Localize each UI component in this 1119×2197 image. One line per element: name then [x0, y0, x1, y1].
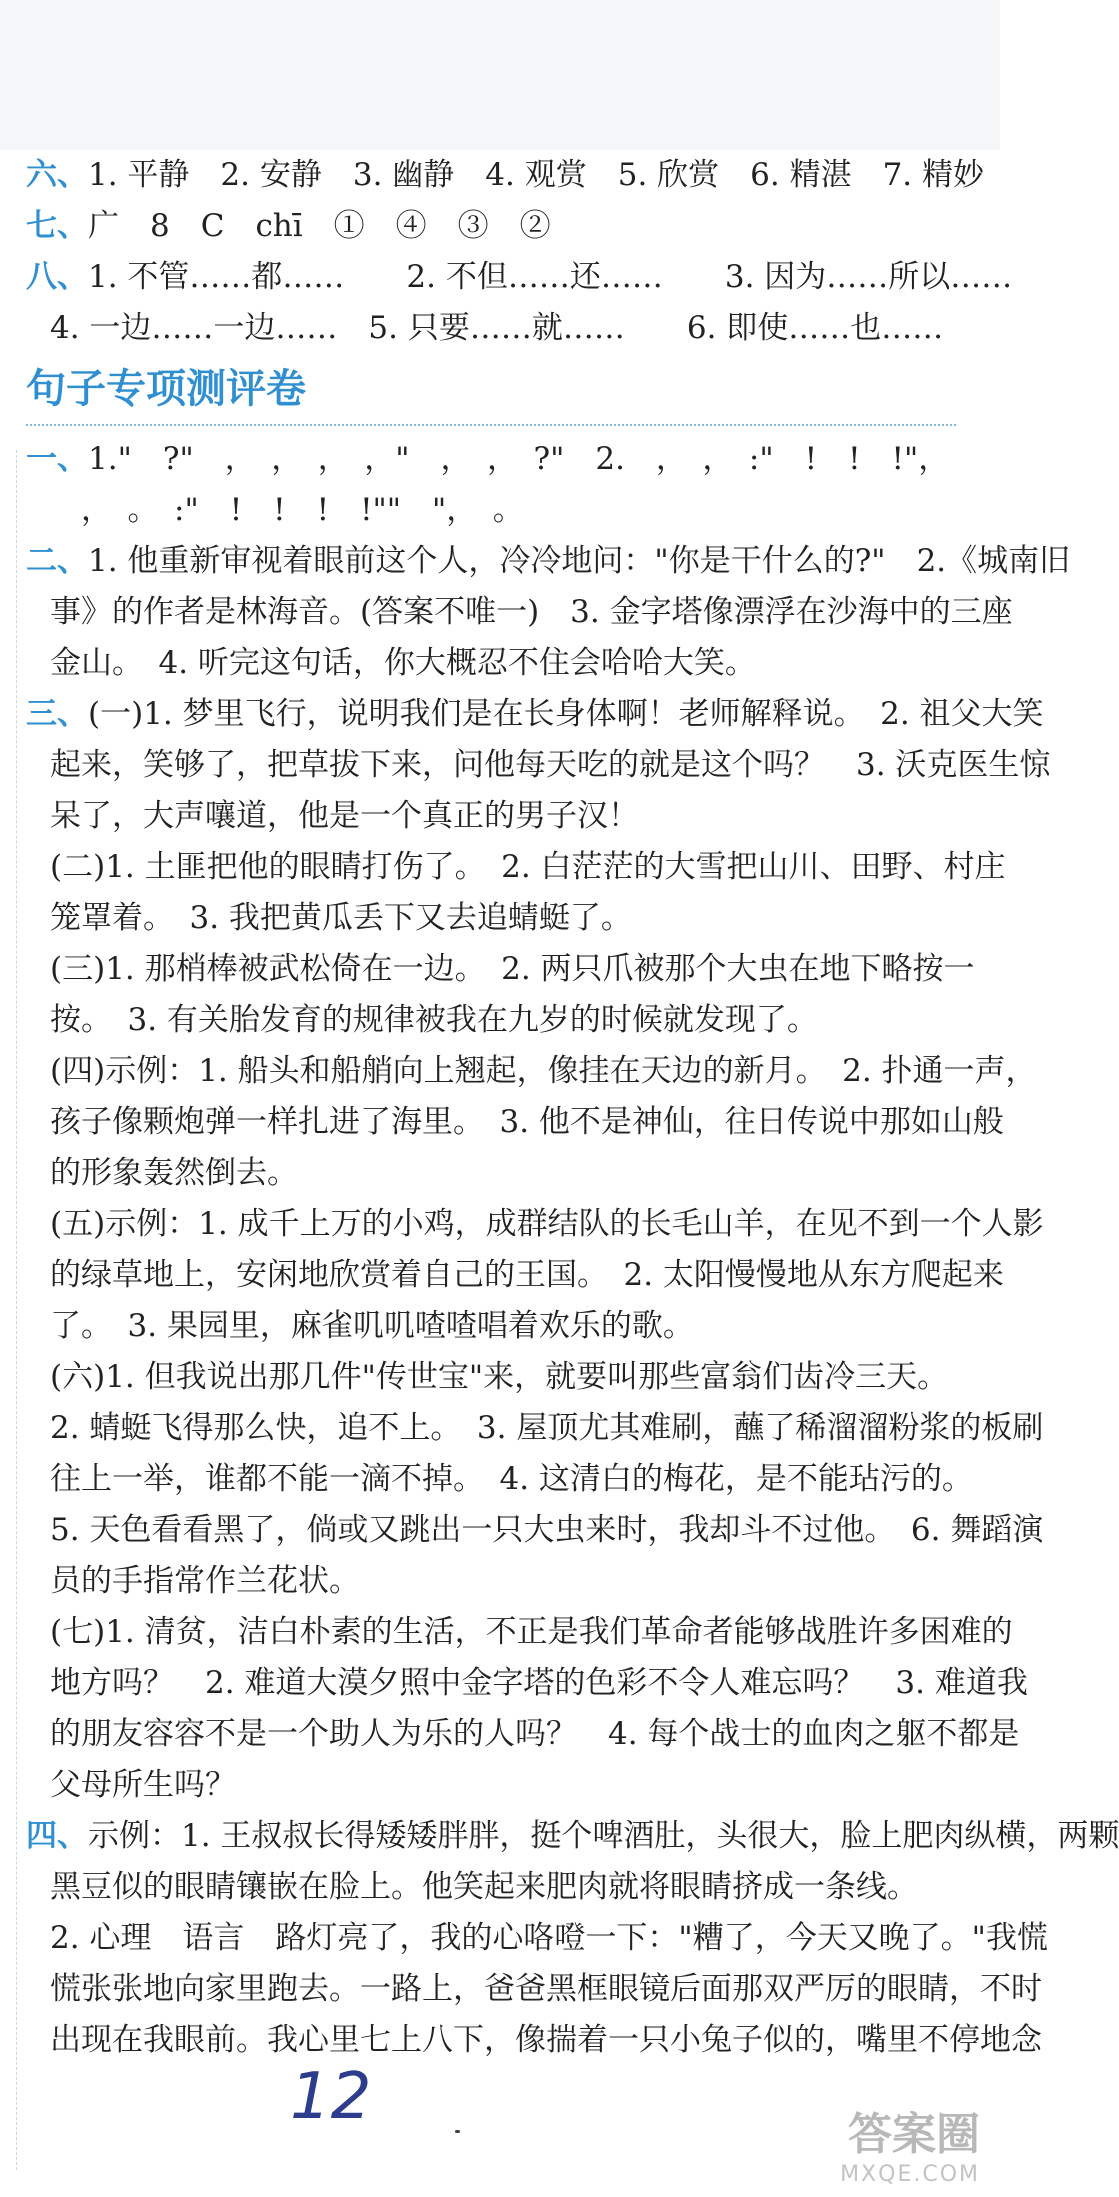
- answer-text: 事》的作者是林海音。(答案不唯一) 3. 金字塔像漂浮在沙海中的三座: [50, 594, 1013, 630]
- answer-line: [26, 1352, 956, 1403]
- watermark-logo: 答案圈: [848, 2109, 980, 2160]
- answer-text: 4. 一边……一边…… 5. 只要……就…… 6. 即使……也……: [50, 310, 944, 346]
- question-number: 一、: [26, 441, 88, 477]
- answer-text: (一)1. 梦里飞行，说明我们是在长身体啊！老师解释说。 2. 祖父大笑: [88, 696, 1044, 732]
- answer-line: [26, 1505, 1044, 1556]
- answer-text: 的朋友容容不是一个助人为乐的人吗？ 4. 每个战士的血肉之躯不都是: [50, 1716, 1020, 1752]
- answer-line: [26, 303, 956, 354]
- answer-line: [26, 587, 1013, 638]
- answer-line: [26, 1658, 1028, 1709]
- answer-line: [26, 638, 956, 689]
- answer-text: 地方吗？ 2. 难道大漠夕照中金字塔的色彩不令人难忘吗？ 3. 难道我: [50, 1665, 1028, 1701]
- answer-line: [26, 1454, 973, 1505]
- answer-line: [26, 893, 956, 944]
- answer-line: [26, 791, 956, 842]
- answer-line: [26, 2015, 1042, 2066]
- answer-text: 2. 蜻蜓飞得那么快，追不上。 3. 屋顶尤其难刷，蘸了稀溜溜粉浆的板刷: [50, 1410, 1044, 1446]
- section-heading: 句子专项测评卷: [26, 354, 956, 426]
- answer-text: 起来，笑够了，把草拔下来，问他每天吃的就是这个吗？ 3. 沃克医生惊: [50, 747, 1051, 783]
- answer-line: [26, 1301, 956, 1352]
- answer-line: [26, 1709, 1020, 1760]
- answer-line: [26, 1862, 956, 1913]
- answer-text: (四)示例：1. 船头和船艄向上翘起，像挂在天边的新月。 2. 扑通一声，: [50, 1053, 1037, 1089]
- question-number: 四、: [26, 1818, 88, 1854]
- question-number: 七、: [26, 208, 88, 244]
- answer-text: 1. 不管……都…… 2. 不但……还…… 3. 因为……所以……: [88, 259, 1013, 295]
- answer-text: ， 。 :" ! ! ! !"" "， 。: [50, 492, 524, 528]
- answer-text: 1. 他重新审视着眼前这个人，冷冷地问："你是干什么的?" 2.《城南旧: [88, 543, 1071, 579]
- answer-content: [26, 150, 1119, 2066]
- question-number: 三、: [26, 696, 88, 732]
- answer-line: [26, 1760, 956, 1811]
- answer-text: 按。 3. 有关胎发育的规律被我在九岁的时候就发现了。: [50, 1002, 818, 1038]
- question-number: 六、: [26, 157, 88, 193]
- vocabulary-answers: [26, 150, 1013, 354]
- answer-text: (二)1. 土匪把他的眼睛打伤了。 2. 白茫茫的大雪把山川、田野、村庄: [50, 849, 1006, 885]
- answer-text: (七)1. 清贫，洁白朴素的生活，不正是我们革命者能够战胜许多困难的: [50, 1614, 1013, 1650]
- answer-line: [26, 944, 975, 995]
- answer-text: 1. 平静 2. 安静 3. 幽静 4. 观赏 5. 欣赏 6. 精湛 7. 精妙: [88, 157, 985, 193]
- answer-text: 2. 心理 语言 路灯亮了，我的心咯噔一下："糟了，今天又晚了。"我慌: [50, 1920, 1048, 1956]
- answer-text: 父母所生吗？: [50, 1767, 236, 1803]
- answer-line: [26, 740, 1051, 791]
- site-watermark: [840, 2098, 980, 2187]
- answer-line: [26, 1046, 1037, 1097]
- answer-line: [26, 252, 1013, 303]
- answer-line: [26, 842, 1006, 893]
- answer-line: [26, 1913, 1048, 1964]
- answer-text: 5. 天色看看黑了，倘或又跳出一只大虫来时，我却斗不过他。 6. 舞蹈演: [50, 1512, 1044, 1548]
- answer-line: [26, 201, 956, 252]
- answer-text: 黑豆似的眼睛镶嵌在脸上。他笑起来肥肉就将眼睛挤成一条线。: [50, 1869, 918, 1905]
- answer-text: 的形象轰然倒去。: [50, 1155, 298, 1191]
- answer-text: 了。 3. 果园里，麻雀叽叽喳喳唱着欢乐的歌。: [50, 1308, 694, 1344]
- answer-line: [26, 150, 985, 201]
- answer-line: [26, 1607, 1013, 1658]
- answer-line: [26, 485, 956, 536]
- top-margin-band: [0, 0, 1000, 150]
- answer-line: [26, 1556, 956, 1607]
- answer-text: 呆了，大声嚷道，他是一个真正的男子汉！: [50, 798, 639, 834]
- answer-text: 广 8 C chī ① ④ ③ ②: [88, 208, 551, 244]
- answer-line: [26, 1097, 1004, 1148]
- answer-text: 金山。 4. 听完这句话，你大概忍不住会哈哈大笑。: [50, 645, 756, 681]
- answer-line: [26, 1403, 1044, 1454]
- margin-guide-line: [16, 450, 17, 2170]
- answer-line: [26, 1250, 1004, 1301]
- answer-text: (五)示例：1. 成千上万的小鸡，成群结队的长毛山羊，在见不到一个人影: [50, 1206, 1044, 1242]
- answer-text: 笼罩着。 3. 我把黄瓜丢下又去追蜻蜓了。: [50, 900, 632, 936]
- handwritten-page-number: 12: [290, 2060, 372, 2134]
- question-number: 二、: [26, 543, 88, 579]
- answer-text: 出现在我眼前。我心里七上八下，像揣着一只小兔子似的，嘴里不停地念: [50, 2022, 1042, 2058]
- answer-text: (三)1. 那梢棒被武松倚在一边。 2. 两只爪被那个大虫在地下略按一: [50, 951, 975, 987]
- watermark-url: MXQE.COM: [840, 2162, 980, 2187]
- answer-line: [26, 1148, 956, 1199]
- answer-text: 示例：1. 王叔叔长得矮矮胖胖，挺个啤酒肚，头很大，脸上肥肉纵横，两颗: [88, 1818, 1119, 1854]
- answer-text: 1." ?" ， ， ， ，" ， ， ?" 2. ， ， :" ! ! !"，: [88, 441, 950, 477]
- ink-dot: [455, 2130, 460, 2133]
- answer-line: [26, 536, 1071, 587]
- answer-line: [26, 1811, 1119, 1862]
- answer-text: 孩子像颗炮弹一样扎进了海里。 3. 他不是神仙，往日传说中那如山般: [50, 1104, 1004, 1140]
- answer-line: [26, 1199, 1044, 1250]
- answer-line: [26, 434, 956, 485]
- answer-line: [26, 1964, 1042, 2015]
- answer-text: 的绿草地上，安闲地欣赏着自己的王国。 2. 太阳慢慢地从东方爬起来: [50, 1257, 1004, 1293]
- answer-text: (六)1. 但我说出那几件"传世宝"来，就要叫那些富翁们齿冷三天。: [50, 1359, 949, 1395]
- answer-text: 员的手指常作兰花状。: [50, 1563, 360, 1599]
- answer-line: [26, 995, 956, 1046]
- answer-text: 往上一举，谁都不能一滴不掉。 4. 这清白的梅花，是不能玷污的。: [50, 1461, 973, 1497]
- answer-line: [26, 689, 1044, 740]
- answer-text: 慌张张地向家里跑去。一路上，爸爸黑框眼镜后面那双严厉的眼睛，不时: [50, 1971, 1042, 2007]
- question-number: 八、: [26, 259, 88, 295]
- sentence-answers: [26, 434, 1119, 2066]
